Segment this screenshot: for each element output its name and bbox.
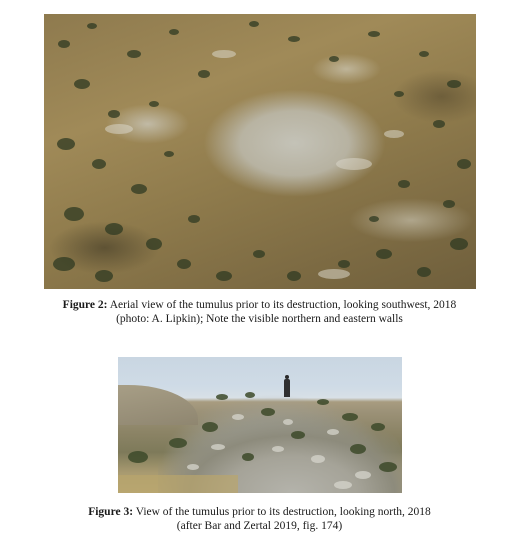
figure-3-caption-line-1 — [0, 505, 519, 519]
standing-person-figure — [284, 375, 290, 397]
mound-texture — [118, 357, 402, 493]
figure-3-caption-text: View of the tumulus prior to its destruction, looking north, 2018 — [135, 506, 431, 518]
figure-2-caption-text: Aerial view of the tumulus prior to its destruction, looking southwest, 2018 — [109, 299, 457, 311]
figure-2-label: Figure 2: — [62, 299, 108, 311]
figure-2-caption-line-1 — [0, 298, 519, 312]
aerial-terrain-texture — [44, 14, 476, 289]
figure-2-caption-line-2: (photo: A. Lipkin); Note the visible northern and eastern walls — [116, 313, 403, 325]
figure-3-ground-photo — [118, 357, 402, 493]
figure-3-label: Figure 3: — [88, 506, 134, 518]
person-body — [284, 379, 290, 397]
figure-2-caption — [0, 298, 519, 326]
figure-3-caption-line-2: (after Bar and Zertal 2019, fig. 174) — [176, 520, 343, 532]
figure-2-aerial-photo — [44, 14, 476, 289]
figure-3-caption — [0, 505, 519, 533]
